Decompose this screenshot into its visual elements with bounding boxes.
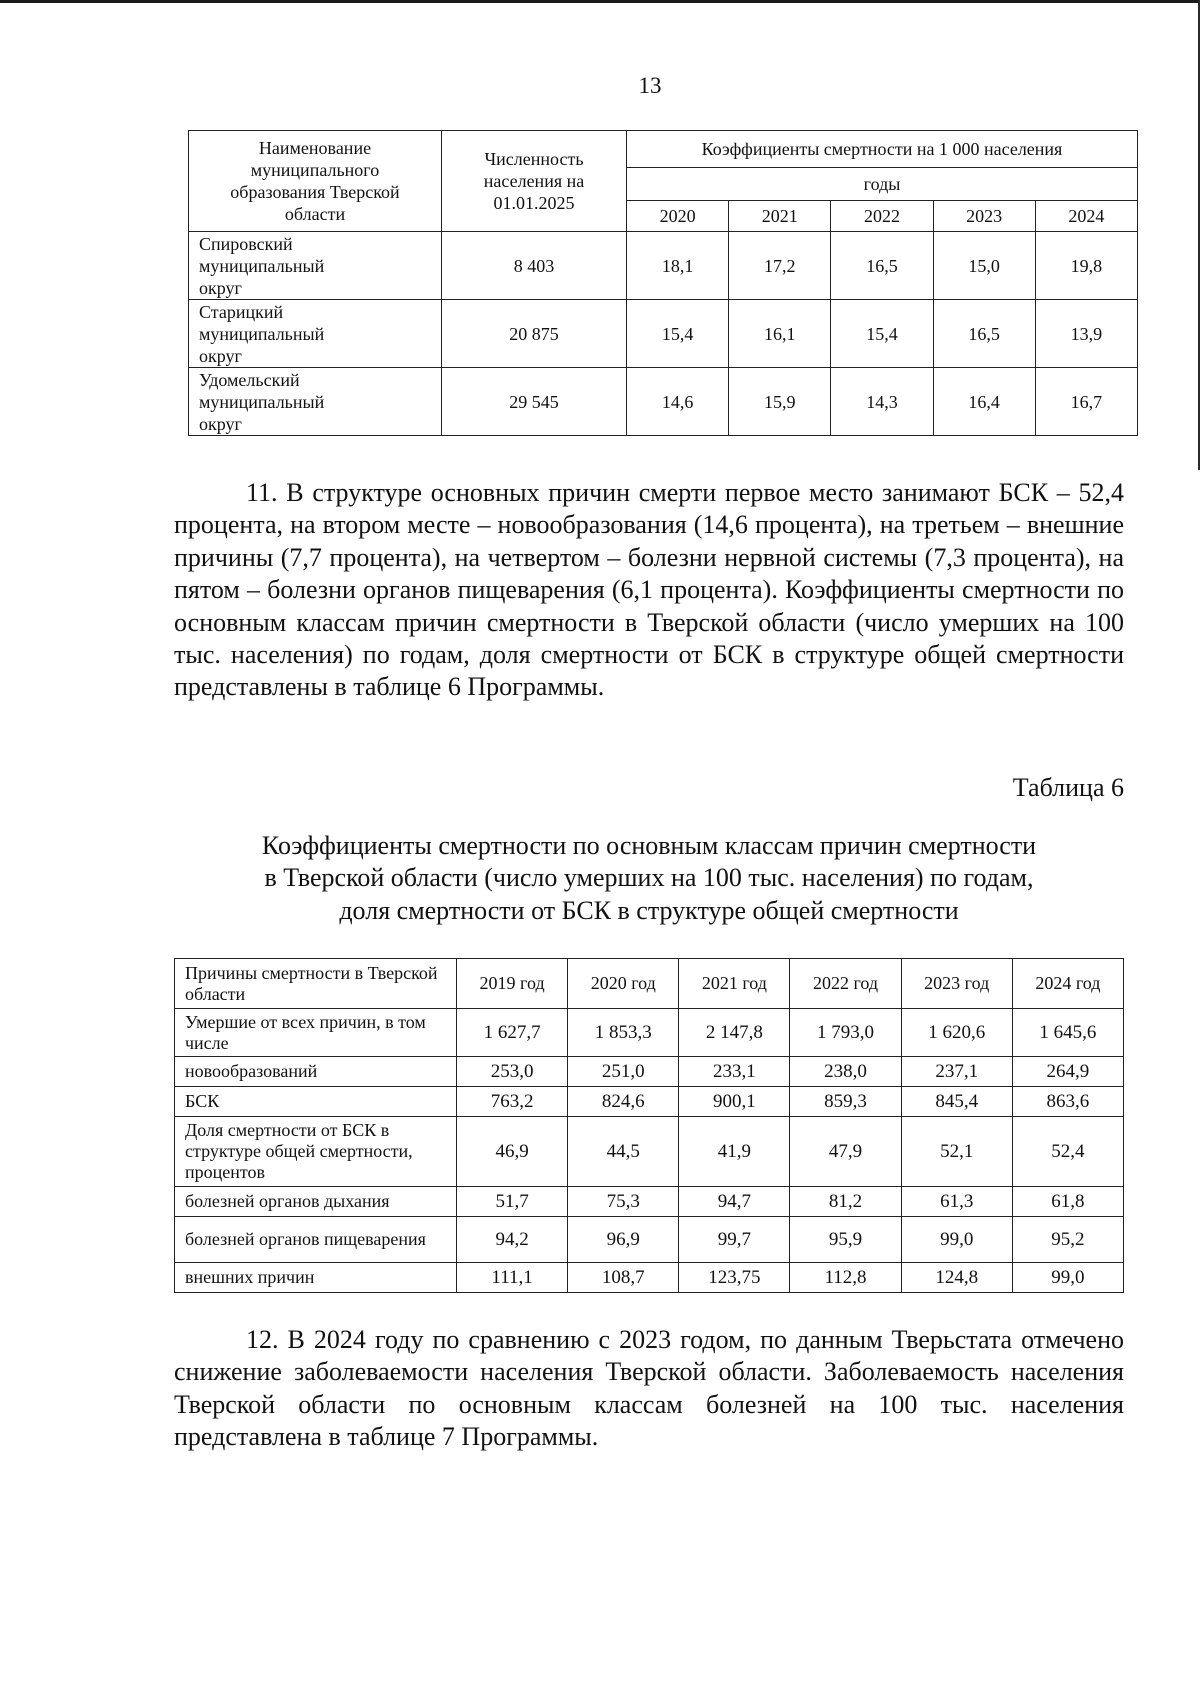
value-cell: 1 620,6: [901, 1009, 1012, 1057]
municipality-name: Спировский муниципальный округ: [189, 232, 442, 300]
table-row: [175, 1263, 1124, 1293]
table-row: [175, 1117, 1124, 1187]
cause-cell: болезней органов дыхания: [175, 1187, 457, 1217]
population-cell: 8 403: [442, 232, 627, 300]
value-cell: 16,5: [831, 232, 933, 300]
value-cell: 2 147,8: [679, 1009, 790, 1057]
header-year: 2019 год: [457, 959, 568, 1009]
value-cell: 1 645,6: [1012, 1009, 1123, 1057]
table-header-row: [175, 959, 1124, 1009]
value-cell: 15,4: [831, 300, 933, 368]
value-cell: 99,0: [901, 1217, 1012, 1263]
value-cell: 123,75: [679, 1263, 790, 1293]
municipality-name: Старицкий муниципальный округ: [189, 300, 442, 368]
table-row: [189, 300, 1138, 368]
header-year: 2022: [831, 201, 933, 232]
scan-edge-top: [0, 0, 1200, 3]
header-year: 2024 год: [1012, 959, 1123, 1009]
header-municipality-name: Наименование муниципального образования Тверской области: [189, 131, 442, 232]
mortality-by-cause-table: [174, 958, 1124, 1293]
value-cell: 15,9: [729, 368, 831, 436]
population-cell: 29 545: [442, 368, 627, 436]
cause-cell: внешних причин: [175, 1263, 457, 1293]
value-cell: 124,8: [901, 1263, 1012, 1293]
value-cell: 13,9: [1035, 300, 1137, 368]
header-year: 2020: [627, 201, 729, 232]
value-cell: 16,5: [933, 300, 1035, 368]
value-cell: 233,1: [679, 1057, 790, 1087]
cause-cell: БСК: [175, 1087, 457, 1117]
value-cell: 95,9: [790, 1217, 901, 1263]
value-cell: 61,3: [901, 1187, 1012, 1217]
value-cell: 112,8: [790, 1263, 901, 1293]
value-cell: 238,0: [790, 1057, 901, 1087]
value-cell: 16,7: [1035, 368, 1137, 436]
value-cell: 15,0: [933, 232, 1035, 300]
value-cell: 44,5: [568, 1117, 679, 1187]
table-6-title-line: доля смертности от БСК в структуре общей смертности: [339, 895, 959, 925]
value-cell: 264,9: [1012, 1057, 1123, 1087]
value-cell: 763,2: [457, 1087, 568, 1117]
table-6-label: Таблица 6: [1012, 773, 1124, 802]
value-cell: 99,7: [679, 1217, 790, 1263]
population-cell: 20 875: [442, 300, 627, 368]
value-cell: 1 853,3: [568, 1009, 679, 1057]
value-cell: 99,0: [1012, 1263, 1123, 1293]
table-row: [189, 368, 1138, 436]
table-row: [175, 1057, 1124, 1087]
value-cell: 47,9: [790, 1117, 901, 1187]
table-6-title-line: в Тверской области (число умерших на 100 тыс. населения) по годам,: [264, 863, 1034, 893]
value-cell: 52,4: [1012, 1117, 1123, 1187]
table-row: [175, 1217, 1124, 1263]
value-cell: 859,3: [790, 1087, 901, 1117]
table-row: [175, 1009, 1124, 1057]
header-year: 2021: [729, 201, 831, 232]
cause-cell: новообразований: [175, 1057, 457, 1087]
value-cell: 111,1: [457, 1263, 568, 1293]
mortality-by-municipality-table: [188, 130, 1138, 436]
header-year: 2020 год: [568, 959, 679, 1009]
value-cell: 16,1: [729, 300, 831, 368]
value-cell: 16,4: [933, 368, 1035, 436]
value-cell: 18,1: [627, 232, 729, 300]
table-row: [175, 1187, 1124, 1217]
value-cell: 863,6: [1012, 1087, 1123, 1117]
value-cell: 108,7: [568, 1263, 679, 1293]
header-year: 2022 год: [790, 959, 901, 1009]
municipality-name: Удомельский муниципальный округ: [189, 368, 442, 436]
header-year: 2023: [933, 201, 1035, 232]
header-year: 2021 год: [679, 959, 790, 1009]
value-cell: 237,1: [901, 1057, 1012, 1087]
header-cause: Причины смертности в Тверской области: [175, 959, 457, 1009]
header-population: Численность населения на 01.01.2025: [442, 131, 627, 232]
table-row: [189, 232, 1138, 300]
value-cell: 61,8: [1012, 1187, 1123, 1217]
value-cell: 824,6: [568, 1087, 679, 1117]
value-cell: 17,2: [729, 232, 831, 300]
value-cell: 52,1: [901, 1117, 1012, 1187]
table-6-title: [174, 830, 1124, 927]
cause-cell: Умершие от всех причин, в том числе: [175, 1009, 457, 1057]
cause-cell: Доля смертности от БСК в структуре общей смертности, процентов: [175, 1117, 457, 1187]
value-cell: 51,7: [457, 1187, 568, 1217]
value-cell: 94,7: [679, 1187, 790, 1217]
paragraph-11: 11. В структуре основных причин смерти первое место занимают БСК – 52,4 процента, на втором месте – новообразования (14,6 процента), на третьем – внешние причины (7,7 процента), на четвертом – болезни нервной системы (7,3 процента), на пятом – болезни органов пищеварения (6,1 процента). Коэффициенты смертности по основным классам причин смертности в Тверской области (число умерших на 100 тыс. населения) по годам, доля смертности от БСК в структуре общей смертности представлены в таблице 6 Программы.: [174, 478, 1124, 702]
value-cell: 14,3: [831, 368, 933, 436]
value-cell: 14,6: [627, 368, 729, 436]
value-cell: 19,8: [1035, 232, 1137, 300]
page-number: 13: [638, 73, 662, 98]
value-cell: 75,3: [568, 1187, 679, 1217]
header-coefficients: Коэффициенты смертности на 1 000 населения: [627, 131, 1138, 168]
value-cell: 900,1: [679, 1087, 790, 1117]
value-cell: 253,0: [457, 1057, 568, 1087]
cause-cell: болезней органов пищеварения: [175, 1217, 457, 1263]
value-cell: 95,2: [1012, 1217, 1123, 1263]
value-cell: 81,2: [790, 1187, 901, 1217]
value-cell: 41,9: [679, 1117, 790, 1187]
value-cell: 1 627,7: [457, 1009, 568, 1057]
value-cell: 96,9: [568, 1217, 679, 1263]
paragraph-12: 12. В 2024 году по сравнению с 2023 годом, по данным Тверьстата отмечено снижение заболеваемости населения Тверской области. Заболеваемость населения Тверской области по основным классам болезней на 100 тыс. населения представлена в таблице 7 Программы.: [174, 1325, 1124, 1452]
table-row: [175, 1087, 1124, 1117]
header-year: 2024: [1035, 201, 1137, 232]
table-6-title-line: Коэффициенты смертности по основным классам причин смертности: [261, 831, 1037, 860]
value-cell: 845,4: [901, 1087, 1012, 1117]
value-cell: 46,9: [457, 1117, 568, 1187]
value-cell: 1 793,0: [790, 1009, 901, 1057]
table-header-row: [189, 131, 1138, 168]
value-cell: 15,4: [627, 300, 729, 368]
value-cell: 94,2: [457, 1217, 568, 1263]
value-cell: 251,0: [568, 1057, 679, 1087]
header-years-label: годы: [627, 168, 1138, 201]
header-year: 2023 год: [901, 959, 1012, 1009]
